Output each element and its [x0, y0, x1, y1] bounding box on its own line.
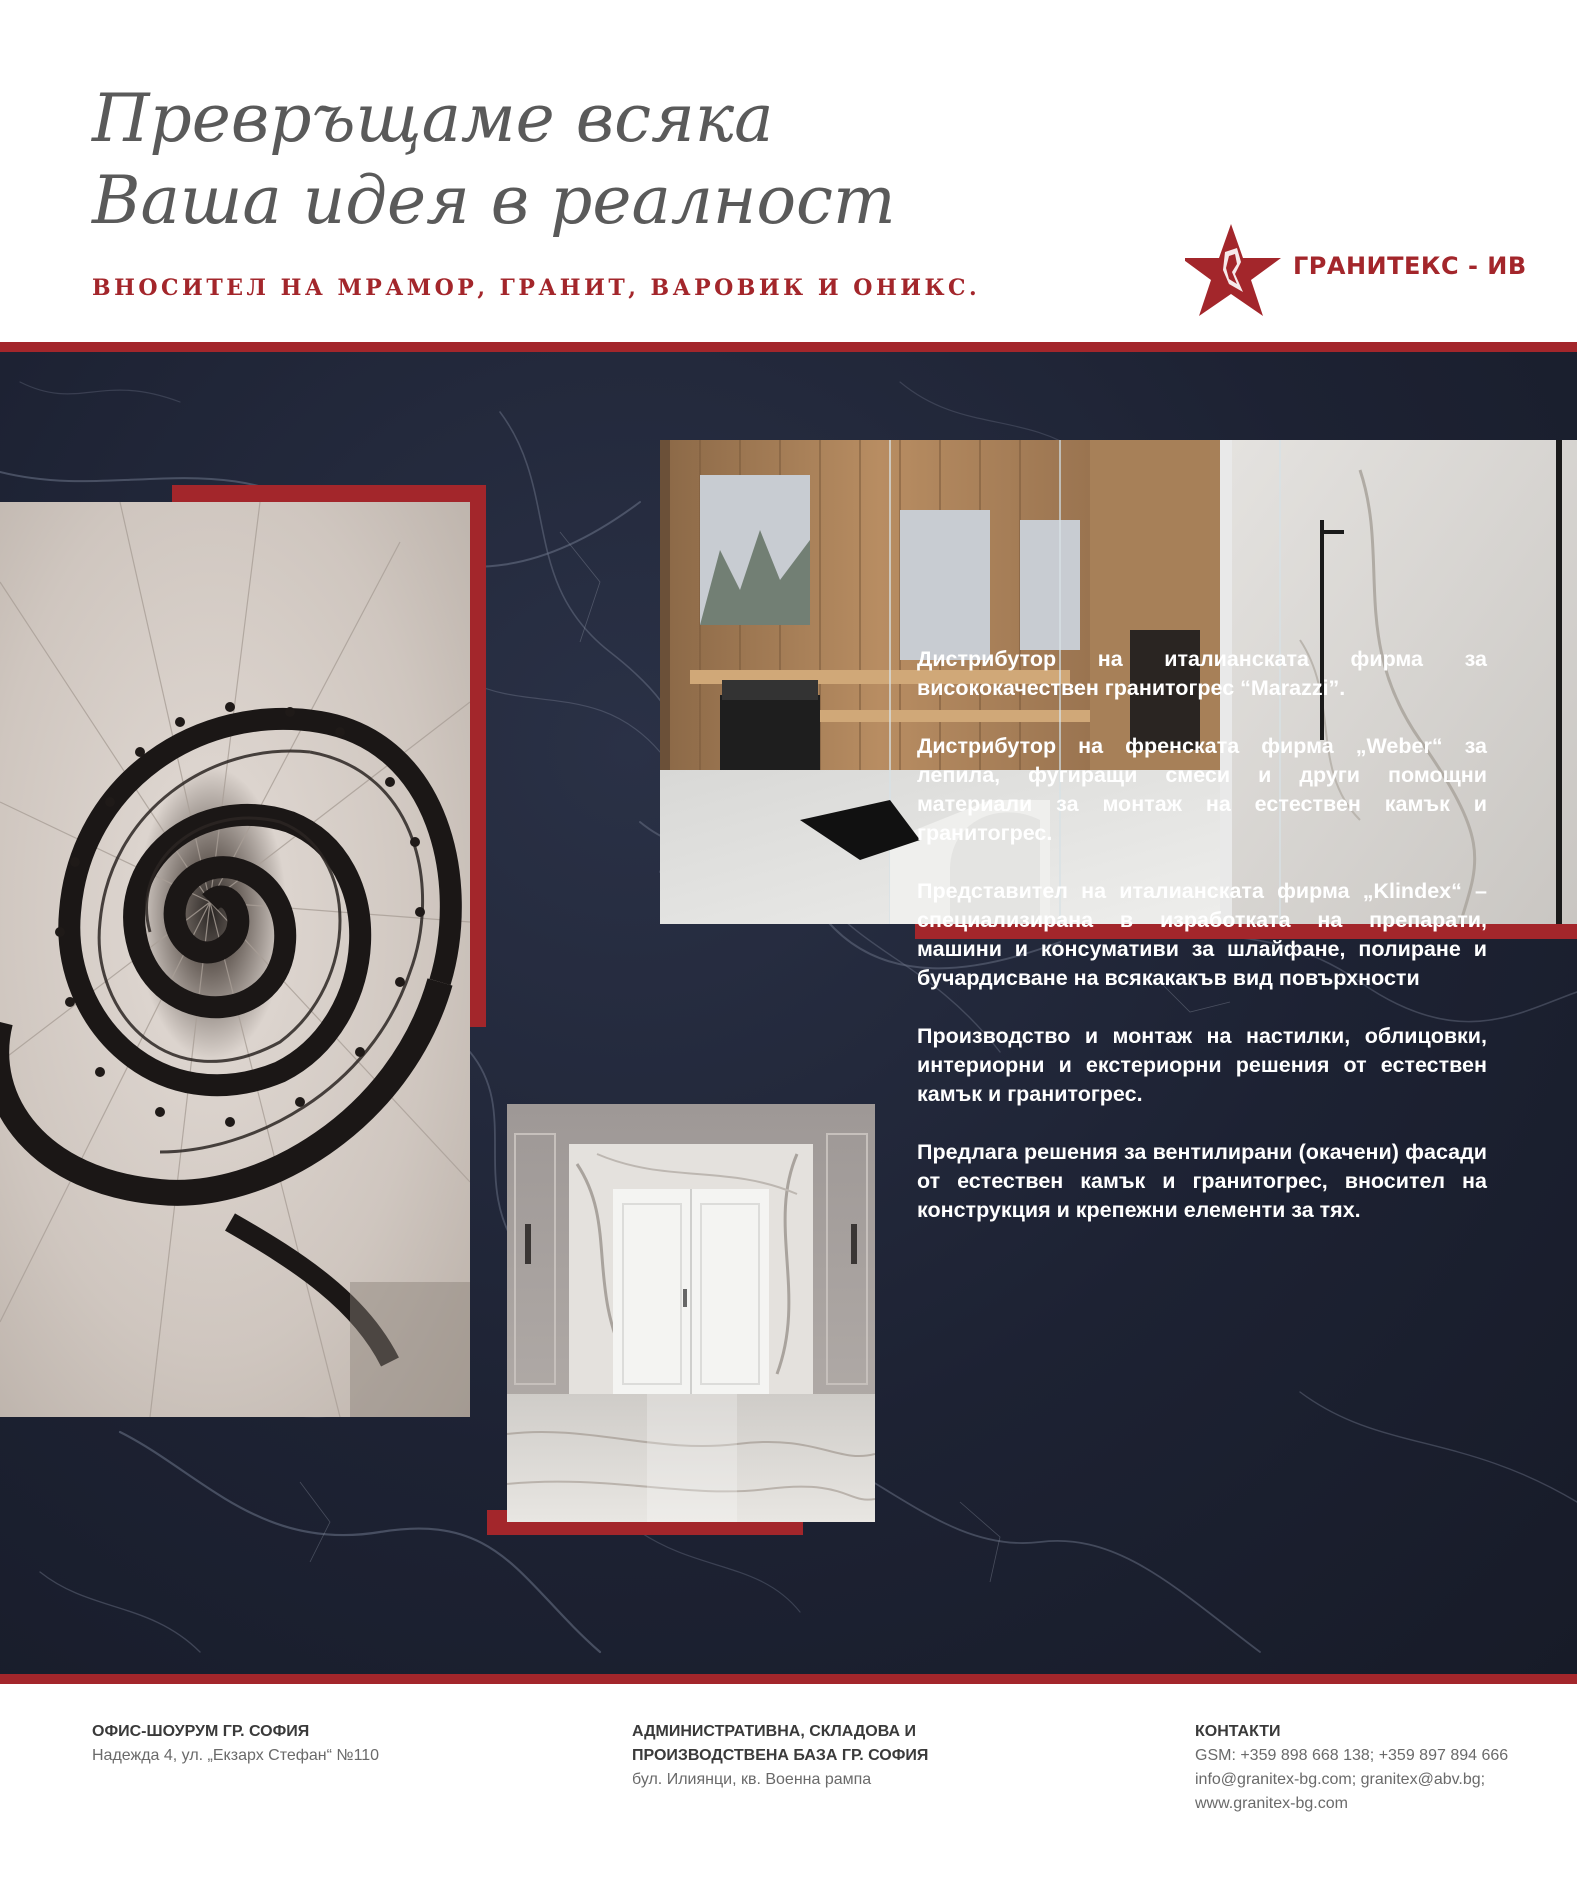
photo-spiral-staircase — [0, 502, 470, 1417]
feature-production: Производство и монтаж на настилки, облицовки, интериорни и екстериорни решения от естествен камък и гранитогрес. — [917, 1024, 1487, 1106]
star-logo-icon — [1185, 222, 1285, 318]
footer-office-address: Надежда 4, ул. „Екзарх Стефан“ №110 — [92, 1747, 380, 1764]
headline-line-2: Ваша идея в реалност — [92, 162, 896, 239]
footer-contacts-title: КОНТАКТИ — [1195, 1723, 1281, 1740]
footer-contacts — [1195, 1720, 1508, 1816]
feature-marazzi: Дистрибутор на италианската фирма за висококачествен гранитогрес “Marazzi”. — [917, 647, 1487, 700]
bottom-red-rule — [0, 1674, 1577, 1684]
subheadline: ВНОСИТЕЛ НА МРАМОР, ГРАНИТ, ВАРОВИК И ОНИКС. — [92, 275, 981, 301]
footer-base-address: бул. Илиянци, кв. Военна рампа — [632, 1771, 872, 1788]
company-logo — [1185, 222, 1527, 318]
footer-base-title: АДМИНИСТРАТИВНА, СКЛАДОВА И ПРОИЗВОДСТВЕНА БАЗА ГР. СОФИЯ — [632, 1723, 929, 1764]
features-list — [917, 645, 1487, 1254]
feature-klindex: Представител на италианската фирма „Klindex“ – специализирана в изработката на препарати, машини и консумативи за шлайфане, полиране и бучардисване на всякакакъв вид повърхности — [917, 879, 1487, 990]
marble-background — [0, 352, 1577, 1674]
footer-office-title: ОФИС-ШОУРУМ ГР. СОФИЯ — [92, 1723, 310, 1740]
logo-text: ГРАНИТЕКС - ИВ — [1293, 252, 1527, 280]
footer-base — [632, 1720, 928, 1792]
feature-facades: Предлага решения за вентилирани (окачени) фасади от естествен камък и гранитогрес, вносител на конструкция и крепежни елементи за тях. — [917, 1140, 1487, 1222]
feature-weber: Дистрибутор на френската фирма „Weber“ за лепила, фугиращи смеси и други помощни материали за монтаж на естествен камък и гранитогрес. — [917, 734, 1487, 845]
top-red-rule — [0, 342, 1577, 352]
photo-marble-door — [507, 1104, 875, 1522]
headline-line-1: Превръщаме всяка — [92, 80, 774, 157]
footer-contacts-details: GSM: +359 898 668 138; +359 897 894 666 info@granitex-bg.com; granitex@abv.bg; www.granitex-bg.com — [1195, 1747, 1509, 1812]
headline — [92, 78, 896, 242]
footer-office — [92, 1720, 379, 1768]
